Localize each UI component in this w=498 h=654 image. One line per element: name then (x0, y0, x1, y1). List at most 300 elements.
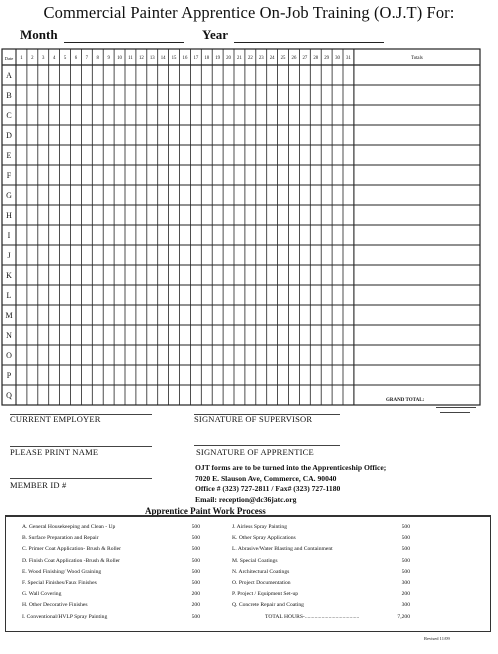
hours-cell[interactable] (136, 106, 146, 125)
hours-cell[interactable] (278, 66, 288, 85)
hours-cell[interactable] (82, 266, 92, 285)
hours-cell[interactable] (126, 286, 136, 305)
hours-cell[interactable] (49, 326, 59, 345)
hours-cell[interactable] (278, 326, 288, 345)
hours-cell[interactable] (169, 226, 179, 245)
hours-cell[interactable] (38, 206, 48, 225)
hours-cell[interactable] (104, 126, 114, 145)
hours-cell[interactable] (289, 186, 299, 205)
hours-cell[interactable] (333, 86, 343, 105)
hours-cell[interactable] (267, 266, 277, 285)
hours-cell[interactable] (49, 86, 59, 105)
hours-cell[interactable] (104, 326, 114, 345)
hours-cell[interactable] (38, 266, 48, 285)
row-total-cell[interactable] (354, 86, 479, 105)
hours-cell[interactable] (115, 226, 125, 245)
hours-cell[interactable] (344, 346, 354, 365)
hours-cell[interactable] (333, 226, 343, 245)
hours-cell[interactable] (256, 266, 266, 285)
hours-cell[interactable] (169, 166, 179, 185)
hours-cell[interactable] (93, 386, 103, 405)
hours-cell[interactable] (224, 266, 234, 285)
hours-cell[interactable] (38, 306, 48, 325)
row-total-cell[interactable] (354, 246, 479, 265)
hours-cell[interactable] (93, 366, 103, 385)
hours-cell[interactable] (126, 146, 136, 165)
hours-cell[interactable] (180, 106, 190, 125)
hours-cell[interactable] (17, 346, 27, 365)
hours-cell[interactable] (126, 66, 136, 85)
hours-cell[interactable] (126, 206, 136, 225)
hours-cell[interactable] (344, 86, 354, 105)
hours-cell[interactable] (235, 106, 245, 125)
hours-cell[interactable] (71, 126, 81, 145)
hours-cell[interactable] (333, 386, 343, 405)
hours-cell[interactable] (344, 246, 354, 265)
hours-cell[interactable] (82, 66, 92, 85)
hours-cell[interactable] (93, 266, 103, 285)
hours-cell[interactable] (213, 86, 223, 105)
hours-cell[interactable] (147, 106, 157, 125)
hours-cell[interactable] (267, 86, 277, 105)
hours-cell[interactable] (158, 286, 168, 305)
hours-cell[interactable] (17, 206, 27, 225)
hours-cell[interactable] (115, 266, 125, 285)
hours-cell[interactable] (235, 366, 245, 385)
hours-cell[interactable] (202, 246, 212, 265)
hours-cell[interactable] (267, 326, 277, 345)
hours-cell[interactable] (333, 306, 343, 325)
hours-cell[interactable] (245, 86, 255, 105)
hours-cell[interactable] (27, 306, 37, 325)
hours-cell[interactable] (322, 366, 332, 385)
hours-cell[interactable] (311, 86, 321, 105)
hours-cell[interactable] (300, 386, 310, 405)
hours-cell[interactable] (158, 186, 168, 205)
hours-cell[interactable] (71, 166, 81, 185)
hours-cell[interactable] (180, 186, 190, 205)
hours-cell[interactable] (38, 66, 48, 85)
current-employer-line[interactable] (10, 414, 152, 415)
hours-cell[interactable] (49, 186, 59, 205)
hours-cell[interactable] (17, 366, 27, 385)
hours-cell[interactable] (136, 126, 146, 145)
hours-cell[interactable] (38, 246, 48, 265)
hours-cell[interactable] (136, 226, 146, 245)
hours-cell[interactable] (191, 346, 201, 365)
hours-cell[interactable] (60, 286, 70, 305)
hours-cell[interactable] (224, 86, 234, 105)
hours-cell[interactable] (245, 306, 255, 325)
hours-cell[interactable] (300, 166, 310, 185)
hours-cell[interactable] (289, 326, 299, 345)
hours-cell[interactable] (289, 366, 299, 385)
hours-cell[interactable] (213, 66, 223, 85)
hours-cell[interactable] (322, 66, 332, 85)
hours-cell[interactable] (49, 246, 59, 265)
hours-cell[interactable] (169, 346, 179, 365)
hours-cell[interactable] (289, 86, 299, 105)
hours-cell[interactable] (224, 366, 234, 385)
hours-cell[interactable] (71, 306, 81, 325)
hours-cell[interactable] (126, 86, 136, 105)
hours-cell[interactable] (17, 226, 27, 245)
hours-cell[interactable] (300, 186, 310, 205)
hours-cell[interactable] (224, 386, 234, 405)
hours-cell[interactable] (115, 186, 125, 205)
hours-cell[interactable] (202, 226, 212, 245)
hours-cell[interactable] (126, 226, 136, 245)
hours-cell[interactable] (344, 206, 354, 225)
row-total-cell[interactable] (354, 146, 479, 165)
hours-cell[interactable] (180, 266, 190, 285)
hours-cell[interactable] (147, 266, 157, 285)
hours-cell[interactable] (344, 386, 354, 405)
hours-cell[interactable] (38, 386, 48, 405)
hours-cell[interactable] (38, 226, 48, 245)
hours-cell[interactable] (245, 206, 255, 225)
hours-cell[interactable] (115, 346, 125, 365)
hours-cell[interactable] (126, 246, 136, 265)
hours-cell[interactable] (245, 186, 255, 205)
hours-cell[interactable] (93, 86, 103, 105)
hours-cell[interactable] (60, 146, 70, 165)
hours-cell[interactable] (256, 326, 266, 345)
hours-cell[interactable] (104, 306, 114, 325)
hours-cell[interactable] (147, 226, 157, 245)
hours-cell[interactable] (82, 166, 92, 185)
hours-cell[interactable] (126, 346, 136, 365)
hours-cell[interactable] (104, 386, 114, 405)
hours-cell[interactable] (82, 246, 92, 265)
hours-cell[interactable] (245, 386, 255, 405)
hours-cell[interactable] (38, 86, 48, 105)
hours-cell[interactable] (245, 246, 255, 265)
hours-cell[interactable] (115, 66, 125, 85)
hours-cell[interactable] (136, 306, 146, 325)
row-total-cell[interactable] (354, 206, 479, 225)
hours-cell[interactable] (136, 206, 146, 225)
hours-cell[interactable] (300, 266, 310, 285)
hours-cell[interactable] (169, 266, 179, 285)
hours-cell[interactable] (213, 286, 223, 305)
hours-cell[interactable] (82, 146, 92, 165)
hours-cell[interactable] (126, 386, 136, 405)
hours-cell[interactable] (224, 226, 234, 245)
hours-cell[interactable] (27, 66, 37, 85)
hours-cell[interactable] (224, 246, 234, 265)
hours-cell[interactable] (344, 186, 354, 205)
hours-cell[interactable] (126, 326, 136, 345)
hours-cell[interactable] (322, 146, 332, 165)
hours-cell[interactable] (115, 386, 125, 405)
hours-cell[interactable] (300, 246, 310, 265)
hours-cell[interactable] (333, 346, 343, 365)
hours-cell[interactable] (158, 86, 168, 105)
hours-cell[interactable] (71, 346, 81, 365)
hours-cell[interactable] (289, 206, 299, 225)
hours-cell[interactable] (278, 226, 288, 245)
hours-cell[interactable] (333, 326, 343, 345)
hours-cell[interactable] (180, 386, 190, 405)
row-total-cell[interactable] (354, 346, 479, 365)
hours-cell[interactable] (322, 86, 332, 105)
hours-cell[interactable] (235, 246, 245, 265)
hours-cell[interactable] (60, 86, 70, 105)
hours-cell[interactable] (191, 86, 201, 105)
hours-cell[interactable] (267, 346, 277, 365)
hours-cell[interactable] (38, 126, 48, 145)
hours-cell[interactable] (158, 246, 168, 265)
hours-cell[interactable] (180, 206, 190, 225)
hours-cell[interactable] (17, 326, 27, 345)
hours-cell[interactable] (256, 206, 266, 225)
hours-cell[interactable] (136, 386, 146, 405)
hours-cell[interactable] (147, 286, 157, 305)
hours-cell[interactable] (256, 226, 266, 245)
hours-cell[interactable] (136, 366, 146, 385)
hours-cell[interactable] (278, 266, 288, 285)
hours-cell[interactable] (245, 346, 255, 365)
hours-cell[interactable] (224, 346, 234, 365)
hours-cell[interactable] (38, 106, 48, 125)
hours-cell[interactable] (202, 206, 212, 225)
hours-cell[interactable] (169, 66, 179, 85)
hours-cell[interactable] (191, 246, 201, 265)
hours-cell[interactable] (17, 86, 27, 105)
hours-cell[interactable] (115, 206, 125, 225)
hours-cell[interactable] (235, 386, 245, 405)
hours-cell[interactable] (158, 66, 168, 85)
row-total-cell[interactable] (354, 286, 479, 305)
hours-cell[interactable] (213, 146, 223, 165)
hours-cell[interactable] (344, 166, 354, 185)
hours-cell[interactable] (322, 386, 332, 405)
hours-cell[interactable] (71, 366, 81, 385)
hours-cell[interactable] (93, 226, 103, 245)
supervisor-signature-line[interactable] (194, 414, 340, 415)
hours-cell[interactable] (60, 246, 70, 265)
hours-cell[interactable] (245, 326, 255, 345)
hours-cell[interactable] (267, 226, 277, 245)
hours-cell[interactable] (71, 146, 81, 165)
row-total-cell[interactable] (354, 126, 479, 145)
hours-cell[interactable] (49, 146, 59, 165)
hours-cell[interactable] (191, 186, 201, 205)
hours-cell[interactable] (169, 146, 179, 165)
hours-cell[interactable] (245, 226, 255, 245)
hours-cell[interactable] (256, 66, 266, 85)
hours-cell[interactable] (213, 186, 223, 205)
hours-cell[interactable] (267, 386, 277, 405)
hours-cell[interactable] (191, 326, 201, 345)
hours-cell[interactable] (300, 226, 310, 245)
hours-cell[interactable] (82, 126, 92, 145)
hours-cell[interactable] (256, 366, 266, 385)
hours-cell[interactable] (82, 366, 92, 385)
hours-cell[interactable] (213, 266, 223, 285)
hours-cell[interactable] (322, 246, 332, 265)
hours-cell[interactable] (60, 266, 70, 285)
hours-cell[interactable] (169, 286, 179, 305)
hours-cell[interactable] (104, 286, 114, 305)
hours-cell[interactable] (224, 106, 234, 125)
hours-cell[interactable] (278, 206, 288, 225)
hours-cell[interactable] (104, 106, 114, 125)
hours-cell[interactable] (17, 66, 27, 85)
hours-cell[interactable] (256, 246, 266, 265)
hours-cell[interactable] (158, 266, 168, 285)
hours-cell[interactable] (311, 366, 321, 385)
hours-cell[interactable] (115, 126, 125, 145)
hours-cell[interactable] (158, 386, 168, 405)
hours-cell[interactable] (136, 266, 146, 285)
member-id-line[interactable] (10, 478, 152, 479)
hours-cell[interactable] (289, 346, 299, 365)
hours-cell[interactable] (256, 146, 266, 165)
hours-cell[interactable] (180, 306, 190, 325)
hours-cell[interactable] (202, 166, 212, 185)
hours-cell[interactable] (147, 146, 157, 165)
hours-cell[interactable] (93, 286, 103, 305)
hours-cell[interactable] (158, 206, 168, 225)
hours-cell[interactable] (147, 386, 157, 405)
row-total-cell[interactable] (354, 186, 479, 205)
hours-cell[interactable] (267, 306, 277, 325)
hours-cell[interactable] (333, 246, 343, 265)
hours-cell[interactable] (278, 126, 288, 145)
hours-cell[interactable] (27, 286, 37, 305)
hours-cell[interactable] (202, 286, 212, 305)
hours-cell[interactable] (191, 206, 201, 225)
row-total-cell[interactable] (354, 106, 479, 125)
hours-cell[interactable] (224, 186, 234, 205)
hours-cell[interactable] (213, 226, 223, 245)
hours-cell[interactable] (300, 106, 310, 125)
hours-cell[interactable] (322, 286, 332, 305)
hours-cell[interactable] (333, 146, 343, 165)
hours-cell[interactable] (27, 126, 37, 145)
hours-cell[interactable] (17, 106, 27, 125)
hours-cell[interactable] (344, 266, 354, 285)
hours-cell[interactable] (289, 226, 299, 245)
hours-cell[interactable] (126, 126, 136, 145)
hours-cell[interactable] (311, 286, 321, 305)
hours-cell[interactable] (49, 306, 59, 325)
hours-cell[interactable] (333, 186, 343, 205)
hours-cell[interactable] (38, 186, 48, 205)
hours-cell[interactable] (180, 246, 190, 265)
hours-cell[interactable] (235, 66, 245, 85)
hours-cell[interactable] (27, 86, 37, 105)
hours-cell[interactable] (202, 306, 212, 325)
hours-cell[interactable] (136, 86, 146, 105)
hours-cell[interactable] (126, 166, 136, 185)
hours-cell[interactable] (104, 346, 114, 365)
hours-cell[interactable] (235, 306, 245, 325)
hours-cell[interactable] (311, 246, 321, 265)
hours-cell[interactable] (126, 186, 136, 205)
hours-cell[interactable] (49, 166, 59, 185)
hours-cell[interactable] (191, 386, 201, 405)
hours-cell[interactable] (158, 326, 168, 345)
hours-cell[interactable] (267, 126, 277, 145)
hours-cell[interactable] (289, 66, 299, 85)
hours-cell[interactable] (256, 86, 266, 105)
hours-cell[interactable] (180, 226, 190, 245)
hours-cell[interactable] (289, 166, 299, 185)
hours-cell[interactable] (300, 86, 310, 105)
hours-cell[interactable] (49, 386, 59, 405)
hours-cell[interactable] (147, 66, 157, 85)
hours-cell[interactable] (213, 246, 223, 265)
hours-cell[interactable] (213, 346, 223, 365)
hours-cell[interactable] (147, 86, 157, 105)
hours-cell[interactable] (191, 226, 201, 245)
hours-cell[interactable] (104, 266, 114, 285)
hours-cell[interactable] (311, 346, 321, 365)
hours-cell[interactable] (300, 306, 310, 325)
hours-cell[interactable] (202, 266, 212, 285)
hours-cell[interactable] (93, 206, 103, 225)
hours-cell[interactable] (267, 366, 277, 385)
hours-cell[interactable] (333, 266, 343, 285)
hours-cell[interactable] (289, 126, 299, 145)
hours-cell[interactable] (60, 326, 70, 345)
hours-cell[interactable] (267, 246, 277, 265)
hours-cell[interactable] (289, 106, 299, 125)
hours-cell[interactable] (224, 146, 234, 165)
hours-cell[interactable] (311, 206, 321, 225)
hours-cell[interactable] (322, 186, 332, 205)
hours-cell[interactable] (202, 66, 212, 85)
hours-cell[interactable] (82, 106, 92, 125)
hours-cell[interactable] (267, 206, 277, 225)
hours-cell[interactable] (169, 126, 179, 145)
hours-cell[interactable] (169, 326, 179, 345)
hours-cell[interactable] (213, 306, 223, 325)
hours-cell[interactable] (245, 106, 255, 125)
hours-cell[interactable] (82, 206, 92, 225)
hours-cell[interactable] (104, 86, 114, 105)
hours-cell[interactable] (333, 286, 343, 305)
apprentice-signature-line[interactable] (194, 445, 340, 446)
hours-cell[interactable] (126, 306, 136, 325)
hours-cell[interactable] (115, 286, 125, 305)
hours-cell[interactable] (27, 266, 37, 285)
hours-cell[interactable] (93, 126, 103, 145)
hours-cell[interactable] (300, 326, 310, 345)
hours-cell[interactable] (115, 326, 125, 345)
row-total-cell[interactable] (354, 326, 479, 345)
hours-cell[interactable] (147, 186, 157, 205)
hours-cell[interactable] (82, 346, 92, 365)
hours-cell[interactable] (158, 226, 168, 245)
hours-cell[interactable] (235, 266, 245, 285)
grand-total-field[interactable] (436, 407, 476, 408)
hours-cell[interactable] (60, 306, 70, 325)
hours-cell[interactable] (224, 166, 234, 185)
hours-cell[interactable] (256, 166, 266, 185)
hours-cell[interactable] (311, 146, 321, 165)
hours-cell[interactable] (333, 366, 343, 385)
hours-cell[interactable] (289, 146, 299, 165)
hours-cell[interactable] (213, 166, 223, 185)
hours-cell[interactable] (289, 306, 299, 325)
hours-cell[interactable] (49, 106, 59, 125)
hours-cell[interactable] (267, 66, 277, 85)
hours-cell[interactable] (256, 346, 266, 365)
